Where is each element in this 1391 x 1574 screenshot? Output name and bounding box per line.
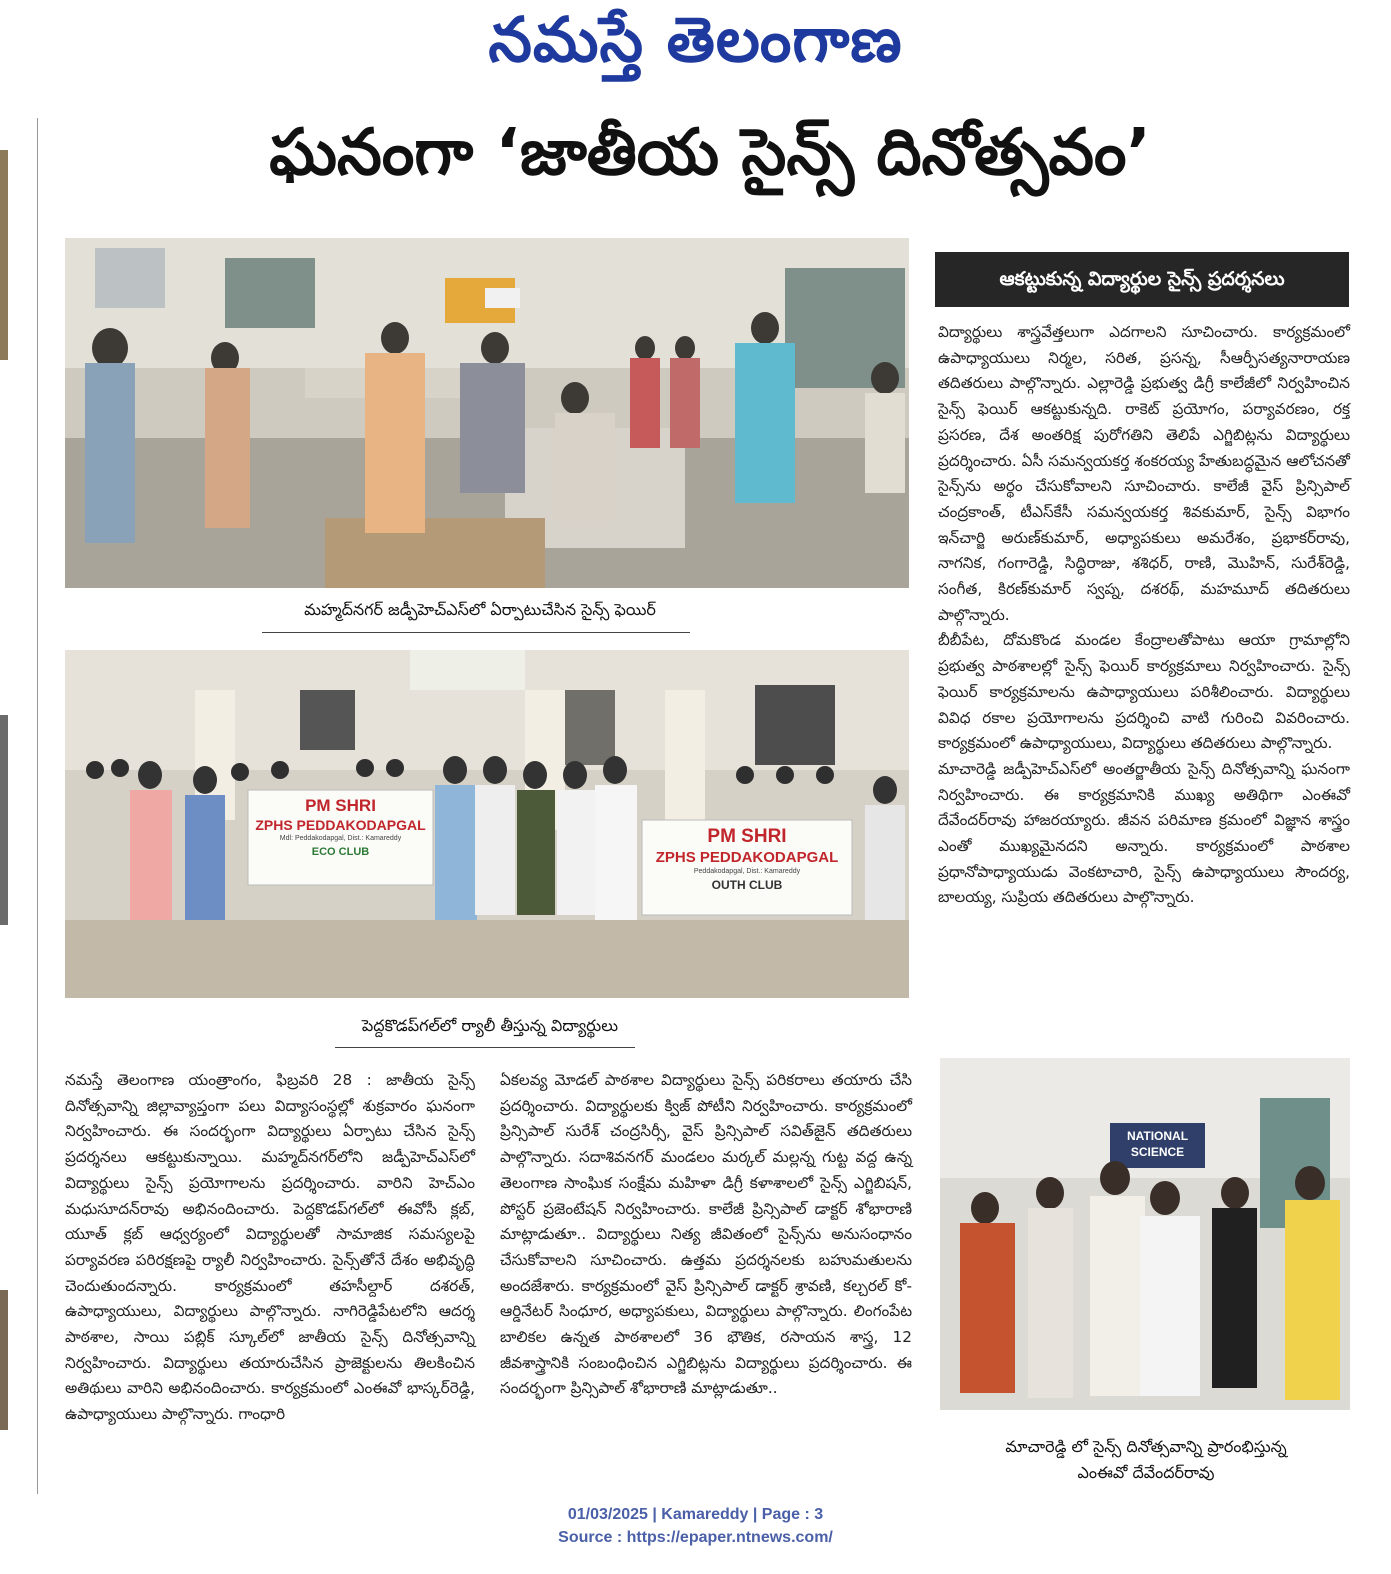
footer-dateline: 01/03/2025 | Kamareddy | Page : 3 xyxy=(567,1506,824,1523)
sidebar-article xyxy=(938,320,1350,911)
photo-caption: మహ్మద్‌నగర్ జడ్పీహెచ్‌ఎస్‌లో ఏర్పాటుచేసిన సైన్స్ ఫెయిర్ xyxy=(304,600,656,619)
masthead-logo: నమస్తే తెలంగాణ xyxy=(488,3,903,76)
rally-photo xyxy=(65,650,909,998)
national-science-sign: NATIONAL SCIENCE xyxy=(1126,1129,1189,1159)
caption-rule xyxy=(335,1047,635,1048)
article-body-column-1: నమస్తే తెలంగాణ యంత్రాంగం, ఫిబ్రవరి 28 : జాతీయ సైన్స్ దినోత్సవాన్ని జిల్లావ్యాప్తంగా పలు విద్యాసంస్థల్లో శుక్రవారం ఘనంగా నిర్వహించారు. ఈ సందర్భంగా విద్యార్థులు ఏర్పాటు చేసిన సైన్స్ ప్రదర్శనలు ఆకట్టుకున్నాయి. మహ్మద్‌నగర్‌లోని జడ్పీహెచ్‌ఎస్‌లో విద్యార్థులు సైన్స్ ప్రయోగాలను ప్రదర్శించారు. వారిని హెచ్‌ఎం మధుసూదన్‌రావు అభినందించారు. పెద్దకొడప్‌గల్‌లో ఈవోసీ క్లబ్, యూత్ క్లబ్ ఆధ్వర్యంలో విద్యార్థులతో సామాజిక సమస్యలపై పర్యావరణ పరిరక్షణపై ర్యాలీ నిర్వహించారు. సైన్స్‌తోనే దేశం అభివృద్ధి చెందుతుందన్నారు. కార్యక్రమంలో తహసీల్దార్ దశరత్, ఉపాధ్యాయులు, విద్యార్థులు పాల్గొన్నారు. నాగిరెడ్డిపేటలోని ఆదర్శ పాఠశాల, సాయి పబ్లిక్ స్కూల్‌లో జాతీయ సైన్స్ దినోత్సవాన్ని నిర్వహించారు. విద్యార్థులు తయారుచేసిన ప్రాజెక్టులను తిలకించిన అతిథులు వారిని అభినందించారు. కార్యక్రమంలో ఎంఈవో భాస్కర్‌రెడ్డి, ఉపాధ్యాయులు పాల్గొన్నారు. గాంధారి xyxy=(65,1071,475,1424)
science-fair-photo xyxy=(65,238,909,588)
sidebar-paragraph: మాచారెడ్డి జడ్పీహెచ్‌ఎస్‌లో అంతర్జాతీయ సైన్స్ దినోత్సవాన్ని ఘనంగా నిర్వహించారు. ఈ కార్యక్రమానికి ముఖ్య అతిథిగా ఎంఈవో దేవేందర్‌రావు హాజరయ్యారు. జీవన పరిమాణ క్రమంలో విజ్ఞాన శాస్త్రం ఎంతో ముఖ్యమైనదని అన్నారు. కార్యక్రమంలో పాఠశాల ప్రధానోపాధ్యాయుడు వెంకటాచారి, సైన్స్ ఉపాధ్యాయులు సౌందర్య, బాలయ్య, సుప్రియ తదితరులు పాల్గొన్నారు. xyxy=(938,759,1350,907)
clipped-photo-edge xyxy=(0,1290,8,1430)
sidebar-paragraph: విద్యార్థులు శాస్త్రవేత్తలుగా ఎదగాలని సూచించారు. కార్యక్రమంలో ఉపాధ్యాయులు నిర్మల, సరిత, ప్రసన్న, సీఆర్పీసత్యనారాయణ తదితరులు పాల్గొన్నారు. ఎల్లారెడ్డి ప్రభుత్వ డిగ్రీ కాలేజీలో నిర్వహించిన సైన్స్ ఫెయిర్ ఆకట్టుకున్నది. రాకెట్ ప్రయోగం, పర్యావరణం, రక్త ప్రసరణ, దేశ అంతరిక్ష పురోగతిని తెలిపే ఎగ్జిబిట్లను విద్యార్థులు ప్రదర్శించారు. ఏసీ సమన్వయకర్త శంకరయ్య హేతుబద్ధమైన ఆలోచనతో సైన్స్‌ను అర్థం చేసుకోవాలని సూచించారు. కాలేజీ వైస్ ప్రిన్సిపాల్ చంద్రకాంత్, టీఎస్‌కేసీ సమన్వయకర్త శివకుమార్, సైన్స్ విభాగం ఇన్‌చార్జి అరుణ్‌కుమార్, అధ్యాపకులు అమరేశం, ప్రభాకర్‌రావు, నాగనిక, గంగారెడ్డి, సిద్ధిరాజు, శశిధర్, రాణి, మొహిన్, సురేశ్‌రెడ్డి, సంగీత, కిరణ్‌కుమార్ స్వప్న, దశరథ్, మహమూద్ తదితరులు పాల్గొన్నారు. xyxy=(938,323,1350,624)
caption-line: ఎంఈవో దేవేందర్‌రావు xyxy=(1077,1463,1215,1482)
photo-caption xyxy=(950,1434,1342,1486)
youth-club-banner xyxy=(642,820,852,915)
caption-rule xyxy=(262,632,690,633)
eco-club-banner xyxy=(248,790,433,885)
banner-line: ZPHS PEDDAKODAPGAL xyxy=(255,817,426,833)
banner-line: PM SHRI xyxy=(707,826,787,847)
sidebar-paragraph: బీబీపేట, దోమకొండ మండల కేంద్రాలతోపాటు ఆయా గ్రామాల్లోని ప్రభుత్వ పాఠశాలల్లో సైన్స్ ఫెయిర్ కార్యక్రమాలు నిర్వహించారు. సైన్స్ ఫెయిర్ కార్యక్రమాలను ఉపాధ్యాయులు పరిశీలించారు. విద్యార్థులు వివిధ రకాల ప్రయోగాలను ప్రదర్శించి వాటి గురించి వివరించారు. కార్యక్రమంలో ఉపాధ్యాయులు, విద్యార్థులు తదితరులు పాల్గొన్నారు. xyxy=(938,631,1350,753)
sidebar-heading: ఆకట్టుకున్న విద్యార్థుల సైన్స్ ప్రదర్శనలు xyxy=(935,252,1349,307)
banner-line: OUTH CLUB xyxy=(711,878,783,892)
clipped-photo-edge xyxy=(0,150,8,360)
banner-line: ECO CLUB xyxy=(311,846,370,858)
clipped-photo-edge xyxy=(0,715,8,925)
column-rule xyxy=(37,118,38,1494)
inauguration-photo xyxy=(940,1058,1350,1410)
headline: ఘనంగా ‘జాతీయ సైన్స్ దినోత్సవం’ xyxy=(269,116,1151,190)
banner-line: Peddakodapgal, Dist.: Kamareddy xyxy=(693,868,801,875)
banner-line: ZPHS PEDDAKODAPGAL xyxy=(655,849,839,866)
banner-line: Mdl: Peddakodapgal, Dist.: Kamareddy xyxy=(279,835,402,842)
footer-source: Source : https://epaper.ntnews.com/ xyxy=(558,1529,833,1546)
photo-caption: పెద్దకొడప్‌గల్‌లో ర్యాలీ తీస్తున్న విద్యార్థులు xyxy=(361,1016,619,1035)
article-body-column-2: ఏకలవ్య మోడల్ పాఠశాల విద్యార్థులు సైన్స్ పరికరాలు తయారు చేసి ప్రదర్శించారు. విద్యార్థులకు క్విజ్ పోటీని నిర్వహించారు. కార్యక్రమంలో ప్రిన్సిపాల్ సురేశ్ చంద్రసిర్సీ, వైస్ ప్రిన్సిపాల్ సవిత్‌జైన్ తదితరులు పాల్గొన్నారు. సదాశివనగర్ మండలం మర్కల్ మల్లన్న గుట్ట వద్ద ఉన్న తెలంగాణ సాంఘిక సంక్షేమ మహిళా డిగ్రీ కళాశాలలో సైన్స్ ఎగ్జిబిషన్, పోస్టర్ ప్రజెంటేషన్ నిర్వహించారు. కాలేజీ ప్రిన్సిపాల్ డాక్టర్ శోభారాణి మాట్లాడుతూ.. విద్యార్థులు నిత్య జీవితంలో సైన్స్‌ను అనుసంధానం చేసుకోవాలని సూచించారు. ఉత్తమ ప్రదర్శనలకు బహుమతులను అందజేశారు. కార్యక్రమంలో వైస్ ప్రిన్సిపాల్ డాక్టర్ శ్రావణి, కల్చరల్ కో-ఆర్డినేటర్ సింధూర, అధ్యాపకులు, విద్యార్థులు పాల్గొన్నారు. లింగంపేట బాలికల ఉన్నత పాఠశాలలో 36 భౌతిక, రసాయన శాస్త్ర, 12 జీవశాస్త్రానికి సంబంధించిన ఎగ్జిబిట్లను విద్యార్థులు ప్రదర్శించారు. ఈ సందర్భంగా ప్రిన్సిపాల్ శోభారాణి మాట్లాడుతూ.. xyxy=(500,1071,912,1398)
caption-line: మాచారెడ్డి లో సైన్స్ దినోత్సవాన్ని ప్రారంభిస్తున్న xyxy=(1005,1437,1287,1456)
banner-line: PM SHRI xyxy=(305,796,376,815)
